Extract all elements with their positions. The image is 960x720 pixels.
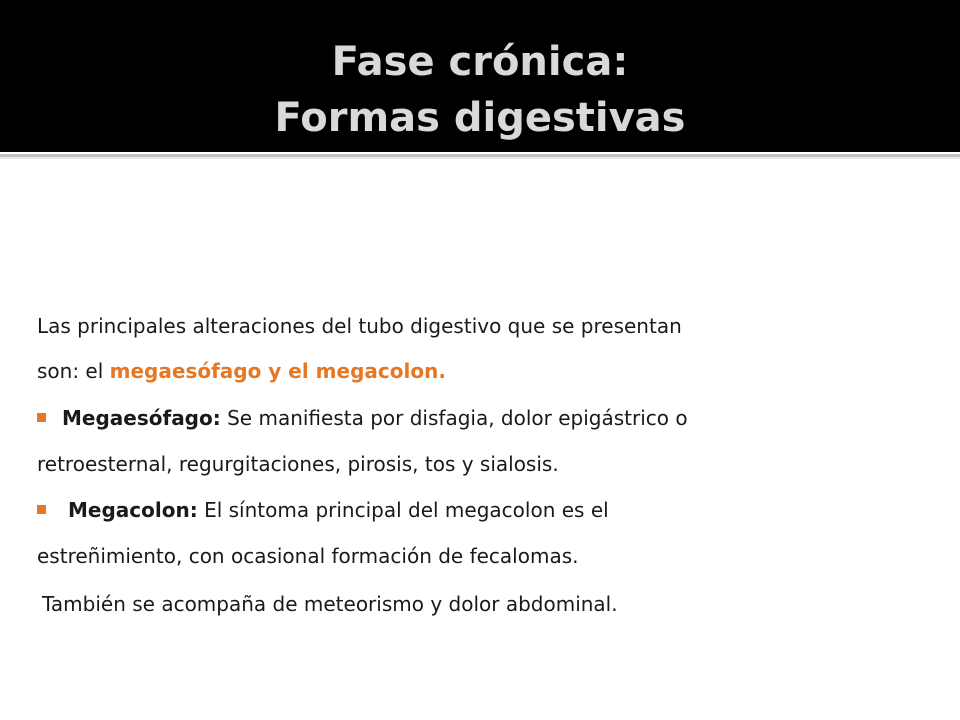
slide-title-line-2: Formas digestivas [274, 95, 686, 141]
closing-line: También se acompaña de meteorismo y dolor abdominal. [42, 592, 618, 616]
intro-line-1: Las principales alteraciones del tubo digestivo que se presentan [37, 314, 682, 338]
title-bar [0, 0, 960, 152]
bullet-2-text: El síntoma principal del megacolon es el [197, 498, 609, 522]
square-bullet-icon [37, 505, 46, 514]
bullet-2-label: Megacolon: [68, 498, 198, 522]
bullet-item-megaesofago [37, 404, 937, 432]
title-divider-shadow [0, 157, 960, 159]
bullet-1-label: Megaesófago: [62, 406, 221, 430]
intro-highlight: megaesófago y el megacolon. [109, 359, 446, 383]
bullet-1-text: Se manifiesta por disfagia, dolor epigástrico o [220, 406, 688, 430]
bullet-item-megacolon [37, 496, 937, 524]
slide-title-line-1: Fase crónica: [331, 39, 629, 85]
bullet-1-continuation: retroesternal, regurgitaciones, pirosis, tos y sialosis. [37, 452, 559, 476]
intro-line-2-prefix: son: el [37, 359, 110, 383]
intro-line-2 [37, 357, 937, 385]
bullet-2-continuation: estreñimiento, con ocasional formación de fecalomas. [37, 544, 579, 568]
square-bullet-icon [37, 413, 46, 422]
